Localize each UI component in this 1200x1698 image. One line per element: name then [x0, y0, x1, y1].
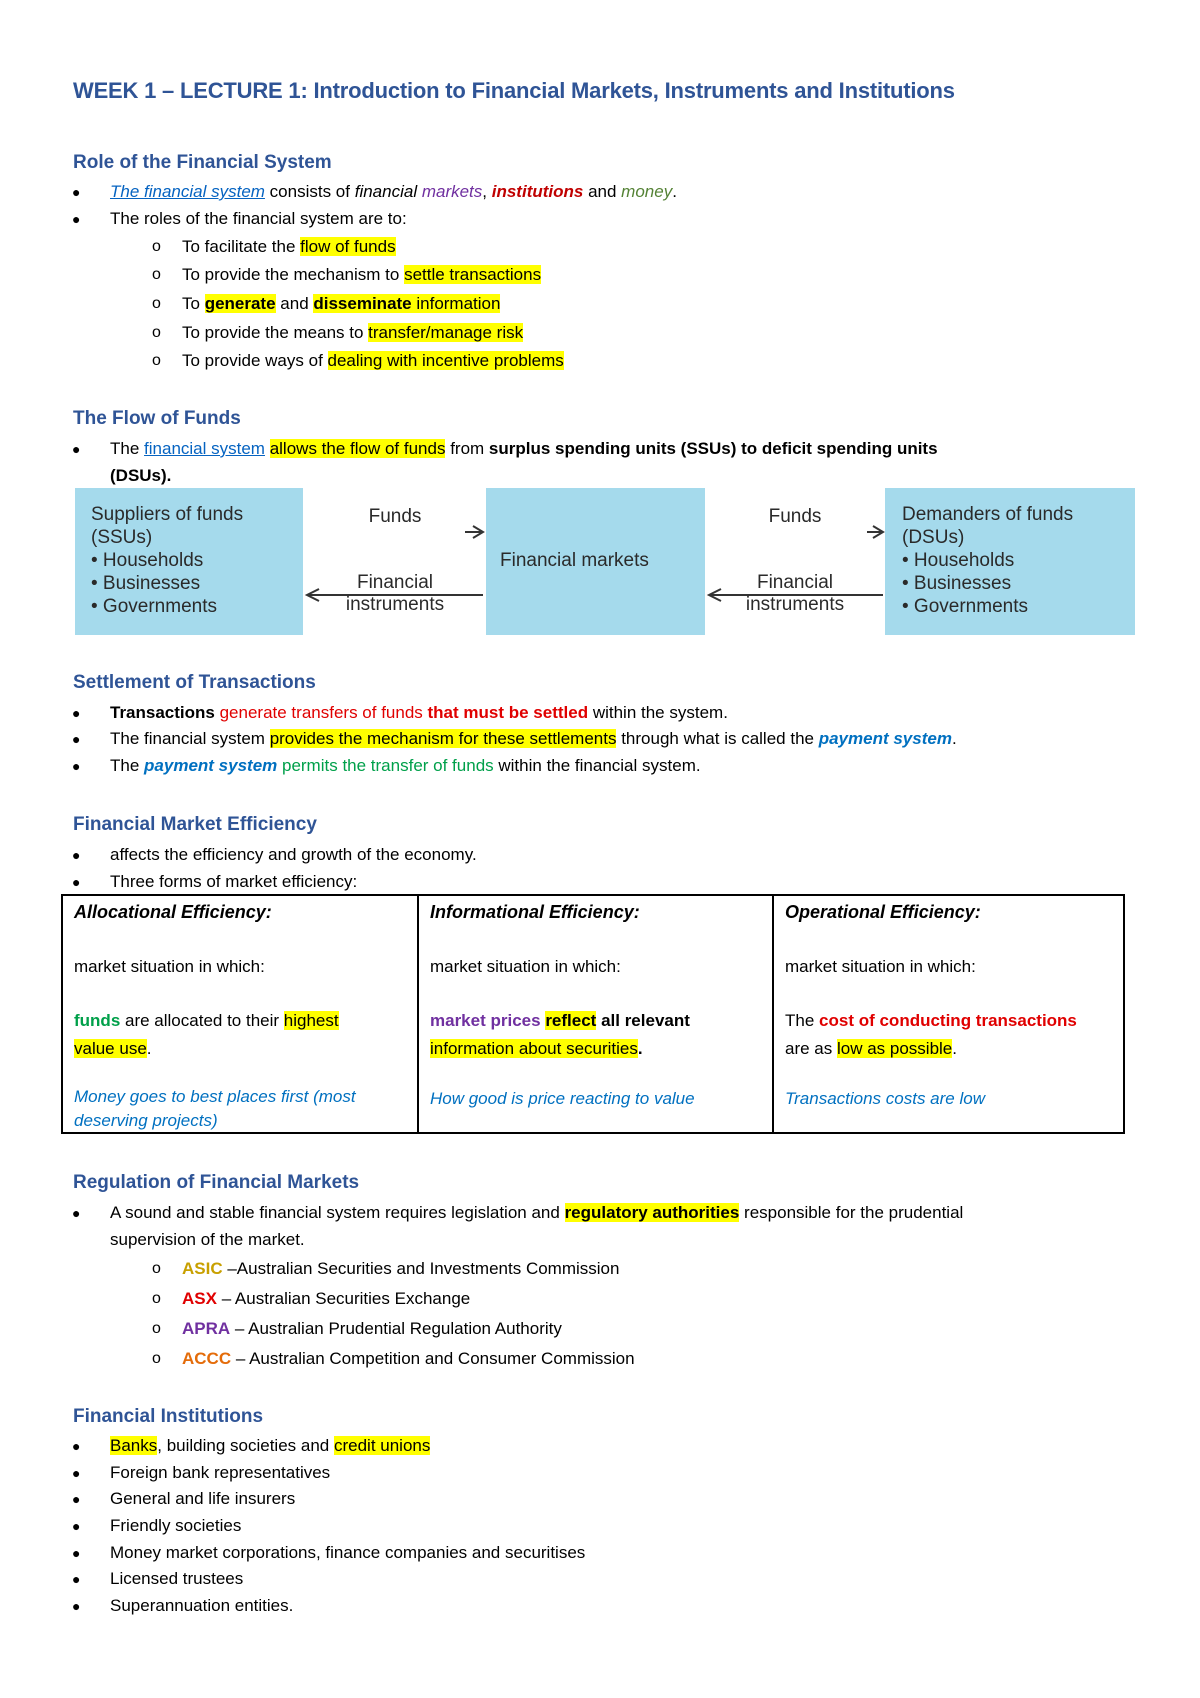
- bullet-icon: ●: [72, 1598, 81, 1614]
- instruments-label-left: Financial instruments: [345, 572, 445, 615]
- bullet-icon: ●: [72, 874, 81, 890]
- section-heading-role: Role of the Financial System: [73, 152, 332, 173]
- arrow-right-icon: [867, 526, 883, 538]
- bullet-icon: ●: [72, 1465, 81, 1481]
- arrows-right: [705, 520, 885, 620]
- bullet-efficiency-effect: ● affects the efficiency and growth of the economy.: [72, 845, 477, 864]
- circle-bullet-icon: o: [152, 324, 161, 341]
- bullet-three-forms: ● Three forms of market efficiency:: [72, 872, 358, 891]
- regulator-asic: o ASIC –Australian Securities and Investments Commission: [152, 1259, 620, 1278]
- subbullet-flow-of-funds: o To facilitate the flow of funds: [152, 237, 396, 256]
- subbullet-manage-risk: o To provide the means to transfer/manage risk: [152, 323, 524, 342]
- page-title: WEEK 1 – LECTURE 1: Introduction to Financial Markets, Instruments and Institutions: [73, 78, 955, 103]
- bullet-transactions: ● Transactions generate transfers of funds that must be settled within the system.: [72, 703, 728, 722]
- efficiency-table: [61, 894, 1125, 1134]
- bullet-icon: ●: [72, 1438, 81, 1454]
- funds-label-right: Funds: [768, 506, 822, 527]
- regulator-accc: o ACCC – Australian Competition and Consumer Commission: [152, 1349, 635, 1368]
- bullet-icon: ●: [72, 1205, 81, 1221]
- financial-markets-label: Financial markets: [500, 550, 649, 571]
- suppliers-box-text: Suppliers of funds (SSUs) • Households • Businesses • Governments: [91, 504, 244, 617]
- operational-efficiency-cell: Operational Efficiency: market situation in which: The cost of conducting transactions are as low as possible. Transactions costs are low: [772, 896, 1123, 1132]
- allocational-efficiency-cell: Allocational Efficiency: market situation in which: funds are allocated to their highest value use. Money goes to best places first (most deserving projects): [74, 902, 356, 1130]
- circle-bullet-icon: o: [152, 1320, 161, 1337]
- institution-item: ● Licensed trustees: [72, 1569, 244, 1588]
- bullet-regulation-intro-cont: supervision of the market.: [110, 1230, 305, 1249]
- bullet-flow-description: ● The financial system allows the flow of funds from surplus spending units (SSUs) to deficit spending units: [72, 439, 938, 458]
- informational-efficiency-cell: Informational Efficiency: market situation in which: market prices reflect all relevant information about securities. How good is price reacting to value: [417, 896, 772, 1132]
- demanders-box-text: Demanders of funds (DSUs) • Households • Businesses • Governments: [902, 504, 1074, 617]
- institution-item: ● Foreign bank representatives: [72, 1463, 331, 1482]
- bullet-icon: ●: [72, 1571, 81, 1587]
- arrow-left-icon: [307, 589, 483, 601]
- arrows-left: [303, 520, 486, 620]
- bullet-financial-system-definition: ● The financial system consists of financial markets, institutions and money.: [72, 182, 677, 201]
- circle-bullet-icon: o: [152, 1260, 161, 1277]
- institution-item: ● Superannuation entities.: [72, 1596, 294, 1615]
- institution-item: ● Friendly societies: [72, 1516, 242, 1535]
- bullet-roles-intro: ● The roles of the financial system are to:: [72, 209, 407, 228]
- section-heading-regulation: Regulation of Financial Markets: [73, 1172, 360, 1193]
- bullet-icon: ●: [72, 1518, 81, 1534]
- circle-bullet-icon: o: [152, 1350, 161, 1367]
- circle-bullet-icon: o: [152, 295, 161, 312]
- circle-bullet-icon: o: [152, 352, 161, 369]
- circle-bullet-icon: o: [152, 238, 161, 255]
- arrow-left-icon: [709, 589, 883, 601]
- regulator-apra: o APRA – Australian Prudential Regulation Authority: [152, 1319, 562, 1338]
- subbullet-incentive-problems: o To provide ways of dealing with incentive problems: [152, 351, 564, 370]
- bullet-regulation-intro: ● A sound and stable financial system requires legislation and regulatory authorities responsible for the prudential: [72, 1203, 964, 1222]
- bullet-payment-system: ● The payment system permits the transfer of funds within the financial system.: [72, 756, 701, 775]
- section-heading-flow-of-funds: The Flow of Funds: [73, 408, 241, 429]
- bullet-icon: ●: [72, 1491, 81, 1507]
- circle-bullet-icon: o: [152, 266, 161, 283]
- bullet-icon: ●: [72, 731, 81, 747]
- bullet-icon: ●: [72, 184, 81, 200]
- section-heading-settlement: Settlement of Transactions: [73, 672, 316, 693]
- subbullet-settle-transactions: o To provide the mechanism to settle transactions: [152, 265, 542, 284]
- regulator-asx: o ASX – Australian Securities Exchange: [152, 1289, 471, 1308]
- bullet-icon: ●: [72, 1545, 81, 1561]
- financial-system-link[interactable]: The financial system: [110, 182, 265, 201]
- bullet-flow-description-cont: (DSUs).: [110, 466, 172, 485]
- section-heading-efficiency: Financial Market Efficiency: [73, 814, 317, 835]
- section-heading-institutions: Financial Institutions: [73, 1406, 264, 1427]
- circle-bullet-icon: o: [152, 1290, 161, 1307]
- funds-label-left: Funds: [368, 506, 422, 527]
- subbullet-information: o To generate and disseminate information: [152, 294, 501, 313]
- bullet-icon: ●: [72, 211, 81, 227]
- bullet-icon: ●: [72, 705, 81, 721]
- bullet-icon: ●: [72, 847, 81, 863]
- bullet-icon: ●: [72, 441, 81, 457]
- institution-item: ● Banks, building societies and credit unions: [72, 1436, 431, 1455]
- institution-item: ● Money market corporations, finance companies and securitises: [72, 1543, 586, 1562]
- bullet-icon: ●: [72, 758, 81, 774]
- institution-item: ● General and life insurers: [72, 1489, 296, 1508]
- bullet-settlement-mechanism: ● The financial system provides the mechanism for these settlements through what is called the payment system.: [72, 729, 957, 748]
- financial-system-link[interactable]: financial system: [144, 439, 265, 458]
- arrow-right-icon: [465, 526, 483, 538]
- instruments-label-right: Financial instruments: [745, 572, 845, 615]
